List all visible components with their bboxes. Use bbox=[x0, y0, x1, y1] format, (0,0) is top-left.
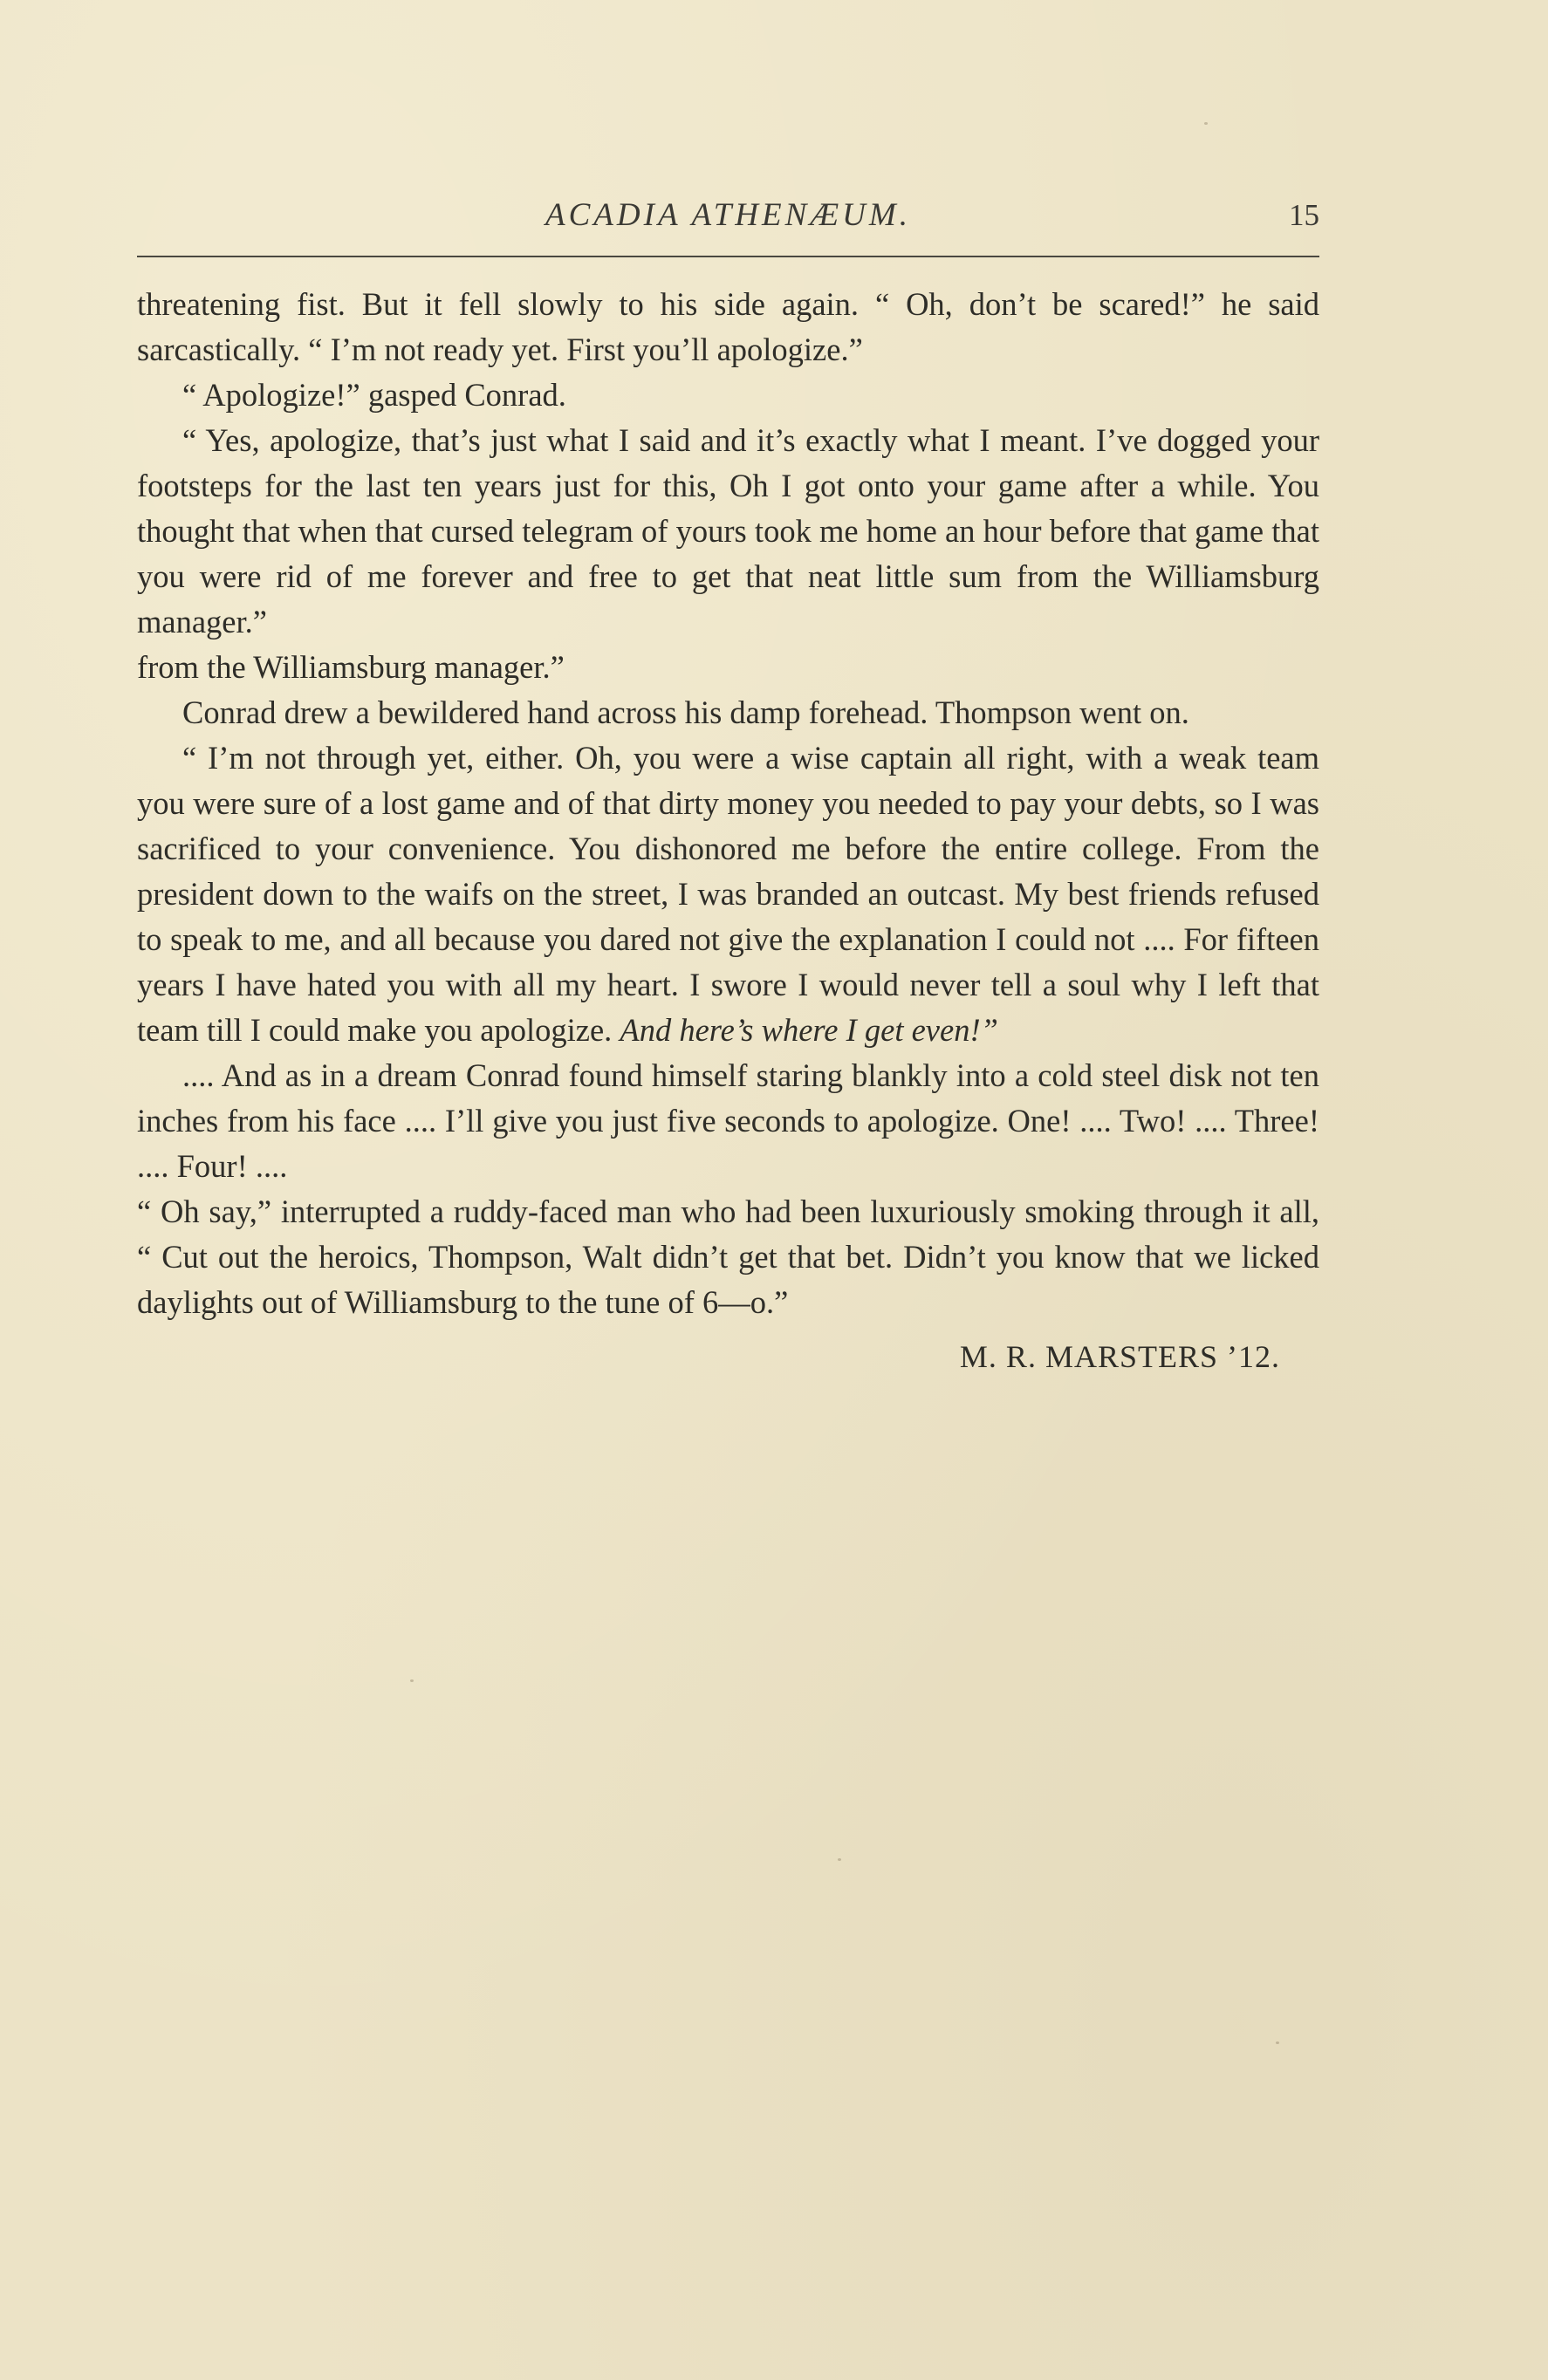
author-signature: M. R. MARSTERS ’12. bbox=[959, 1339, 1280, 1374]
paragraph-1: threatening fist. But it fell slowly to his side again. “ Oh, don’t be scared!” he said sarcastically. “ I’m not ready yet. First you’ll apologize.” bbox=[137, 286, 1319, 367]
paragraph-4: from the Williamsburg manager.” bbox=[137, 649, 565, 685]
running-head bbox=[137, 188, 1319, 231]
paragraph-6 bbox=[137, 735, 1319, 1053]
paragraph-2: “ Apologize!” gasped Conrad. bbox=[182, 377, 566, 413]
paragraph-7: .... And as in a dream Conrad found himself staring blankly into a cold steel disk not ten inches from his face .... I’ll give you just five seconds to apologize. One! .... Two! .... Three! .... Four! .... bbox=[137, 1057, 1319, 1184]
paragraph-3: “ Yes, apologize, that’s just what I said and it’s exactly what I meant. I’ve dogged your footsteps for the last ten years just for this, Oh I got onto your game after a while. You thought that when that cursed telegram of yours took me home an hour before that game that you were rid of me forever and free to get that neat little sum from the Williamsburg manager.” bbox=[137, 422, 1319, 639]
paper-speck bbox=[838, 1858, 841, 1861]
page-number: 15 bbox=[1289, 198, 1319, 232]
paragraph-8: “ Oh say,” interrupted a ruddy-faced man who had been luxuriously smoking through it all, “ Cut out the heroics, Thompson, Walt didn’t get that bet. Didn’t you know that we licked daylights out of Williamsburg to the tune of 6—o.” bbox=[137, 1193, 1319, 1320]
header-rule bbox=[137, 256, 1319, 257]
paper-speck bbox=[1276, 2041, 1279, 2044]
paragraph-6-emphasis: And here’s where I get even!” bbox=[620, 1012, 998, 1048]
paragraph-5: Conrad drew a bewildered hand across his damp forehead. Thompson went on. bbox=[182, 694, 1189, 730]
running-title: ACADIA ATHENÆUM. bbox=[545, 197, 911, 233]
document-page bbox=[137, 188, 1319, 1379]
body-text bbox=[137, 282, 1319, 1325]
paper-speck bbox=[410, 1679, 414, 1682]
paragraph-6-text: “ I’m not through yet, either. Oh, you were a wise captain all right, with a weak team you were sure of a lost game and of that dirty money you needed to pay your debts, so I was sacrificed to your convenience. You dishonored me before the entire college. From the president down to the waifs on the street, I was branded an outcast. My best friends refused to speak to me, and all because you dared not give the explanation I could not .... For fifteen years I have hated you with all my heart. I swore I would never tell a soul why I left that team till I could make you apologize. bbox=[137, 740, 1319, 1048]
paper-speck bbox=[1204, 122, 1208, 125]
